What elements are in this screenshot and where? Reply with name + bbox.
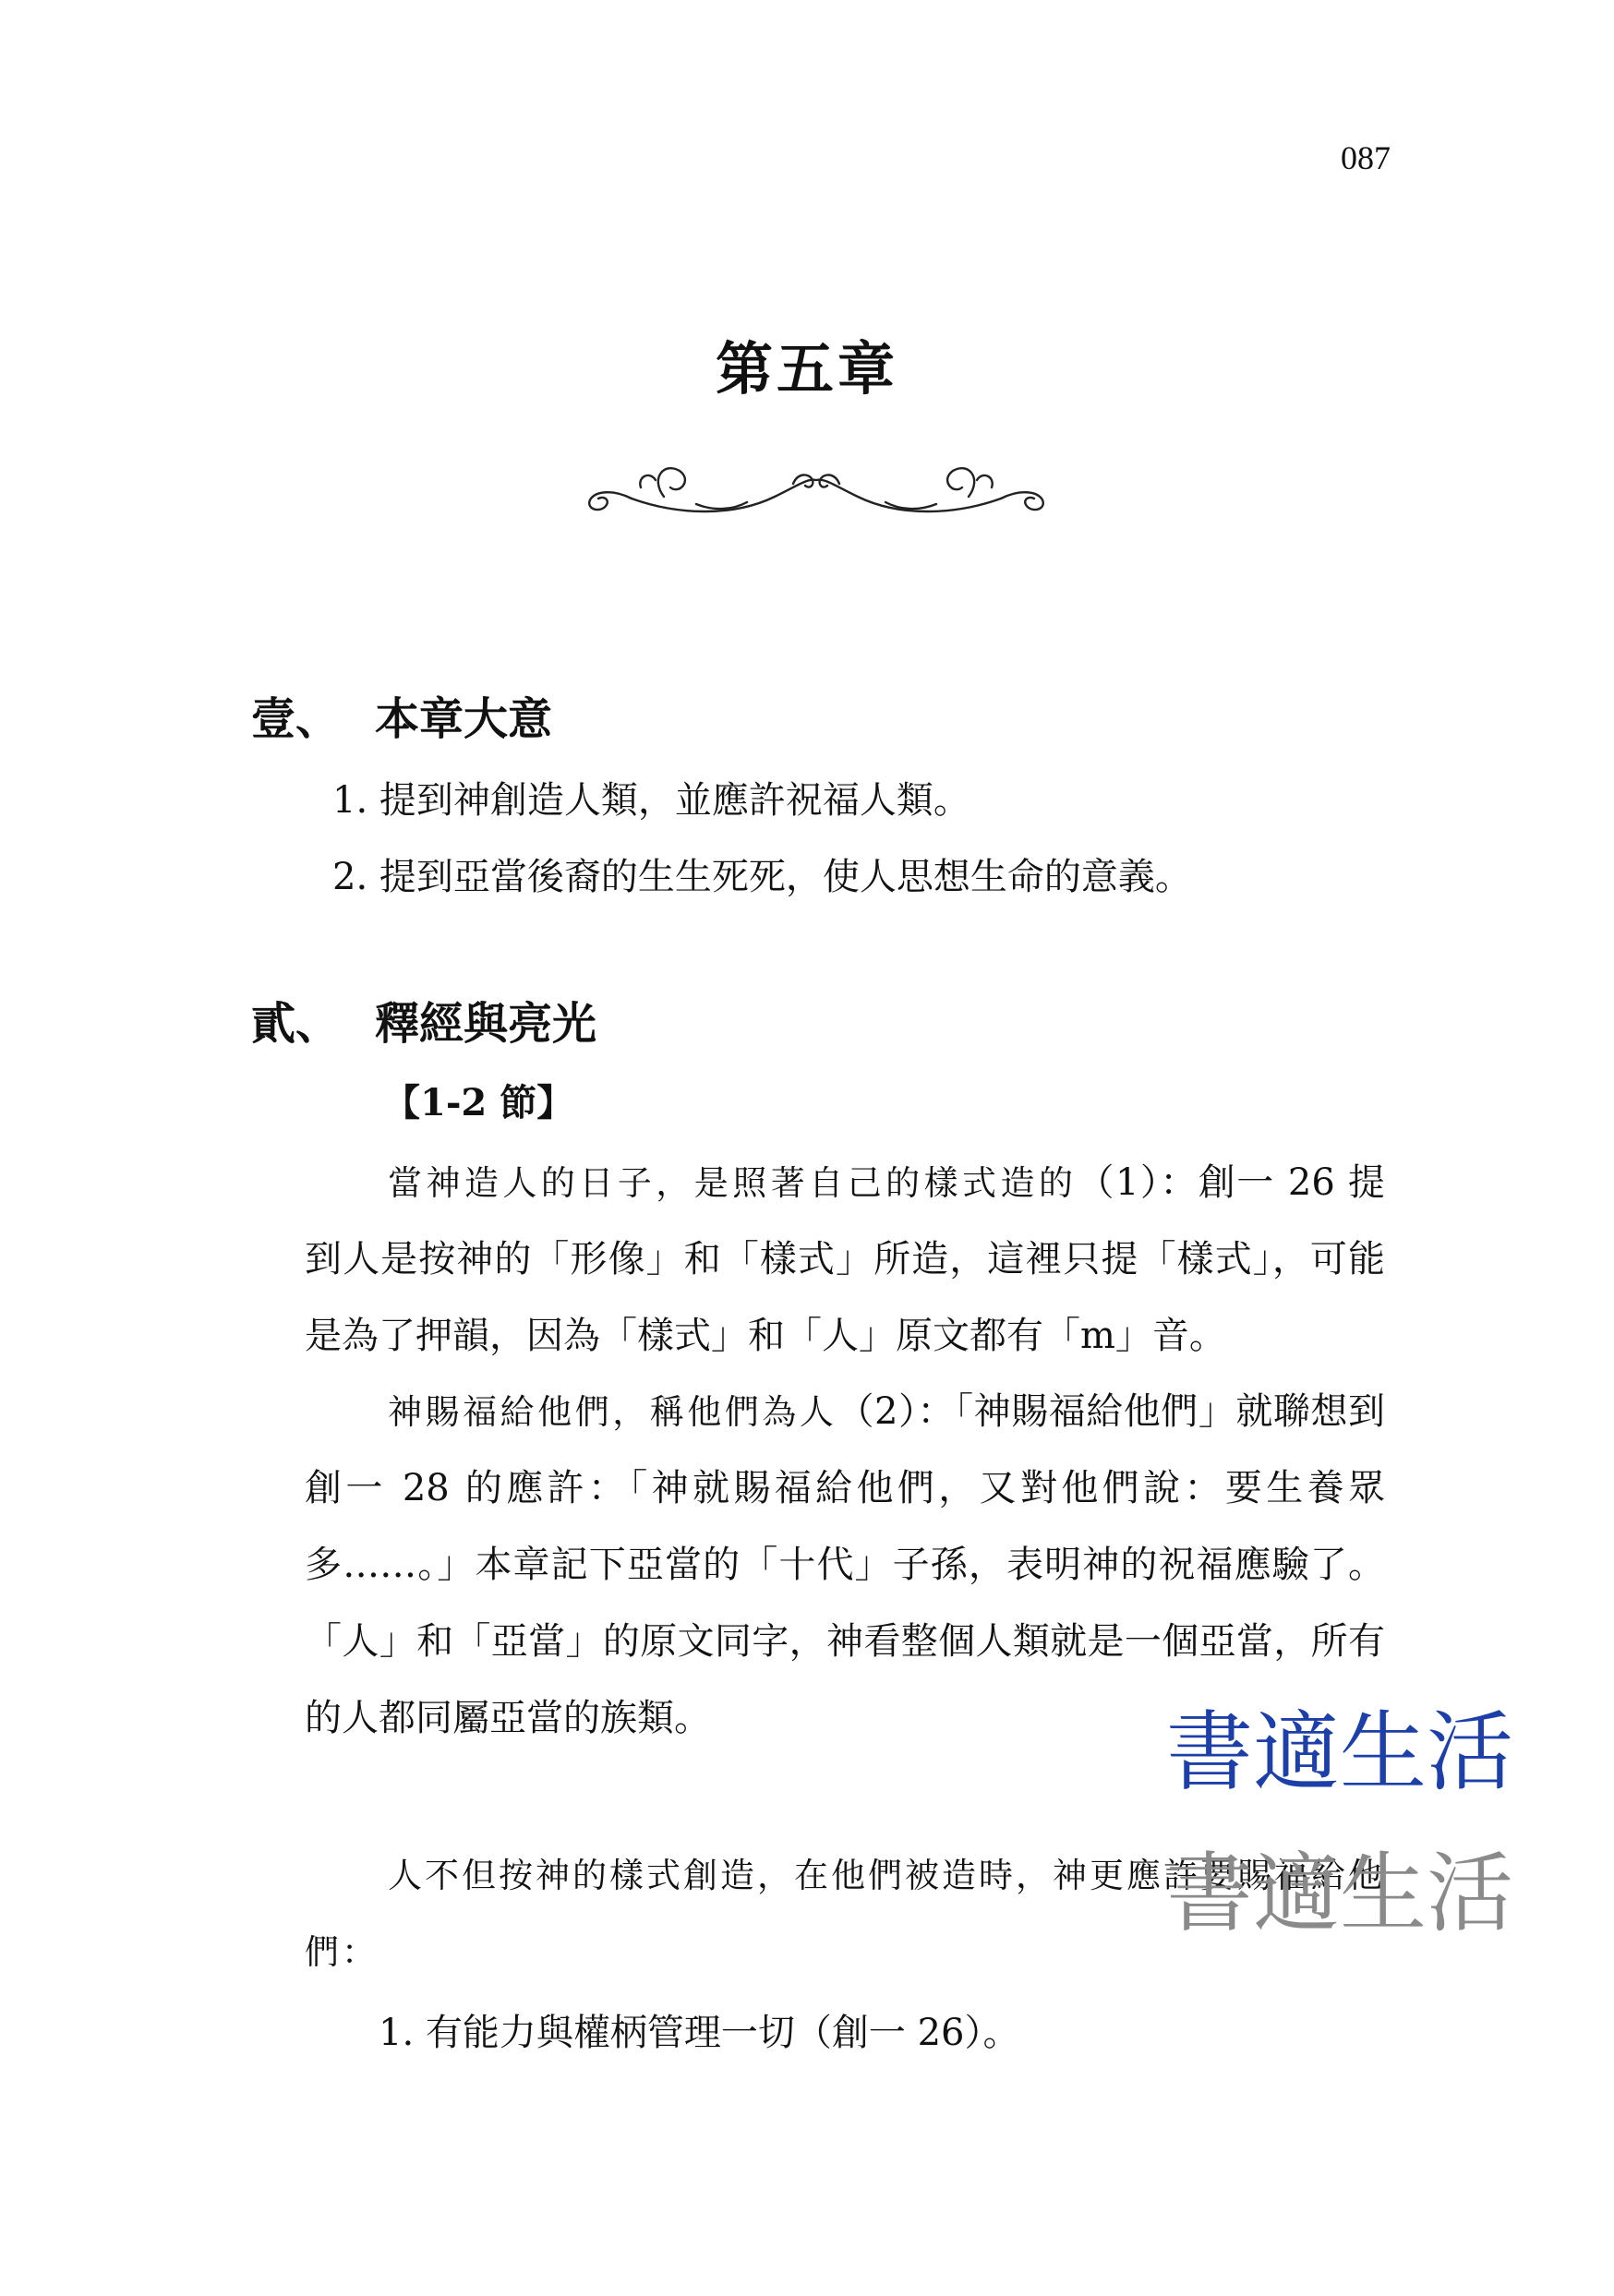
summary-item-2: 2. 提到亞當後裔的生生死死，使人思想生命的意義。 [332,856,1192,898]
paragraph-lead: 人不但按神的樣式創造，在他們被造時，神更應許要賜福給他們： [305,1856,1385,1972]
section-heading-exegesis [251,988,596,1052]
watermark-blue: 書適生活 [1166,1702,1514,1803]
paragraph-body: （2）：「神賜福給他們」就聯想到創一 28 的應許：「神就賜福給他們，又對他們說：要生養眾多……。」本章記下亞當的「十代」子孫，表明神的祝福應驗了。「人」和「亞當」的原文同字，神看整個人類就是一個亞當，所有的人都同屬亞當的族類。 [305,1390,1385,1739]
paragraph-lead: 神賜福給他們，稱他們為人 [388,1392,837,1432]
paragraph-body: （1）：創一 26 提到人是按神的「形像」和「樣式」所造，這裡只提「樣式」，可能是為了押韻，因為「樣式」和「人」原文都有「m」音。 [305,1161,1386,1357]
watermark-gray: 書適生活 [1166,1844,1514,1944]
summary-item-1: 1. 提到神創造人類，並應許祝福人類。 [332,779,970,822]
paragraph-lead: 當神造人的日子，是照著自己的樣式造的 [388,1163,1078,1203]
section-title: 釋經與亮光 [375,998,597,1050]
chapter-title: 第五章 [715,335,898,403]
section-title: 本章大意 [375,693,553,745]
section-heading-summary [251,683,552,747]
flourish-ornament-icon [576,451,1056,534]
blessing-item-1: 1. 有能力與權柄管理一切（創一 26）。 [379,2012,1020,2054]
page-number: 087 [1341,139,1391,176]
section-number: 貳、 [251,998,341,1050]
verse-reference: 【1-2 節】 [383,1081,574,1124]
section-number: 壹、 [251,693,341,745]
paragraph-1 [305,1145,1385,1375]
